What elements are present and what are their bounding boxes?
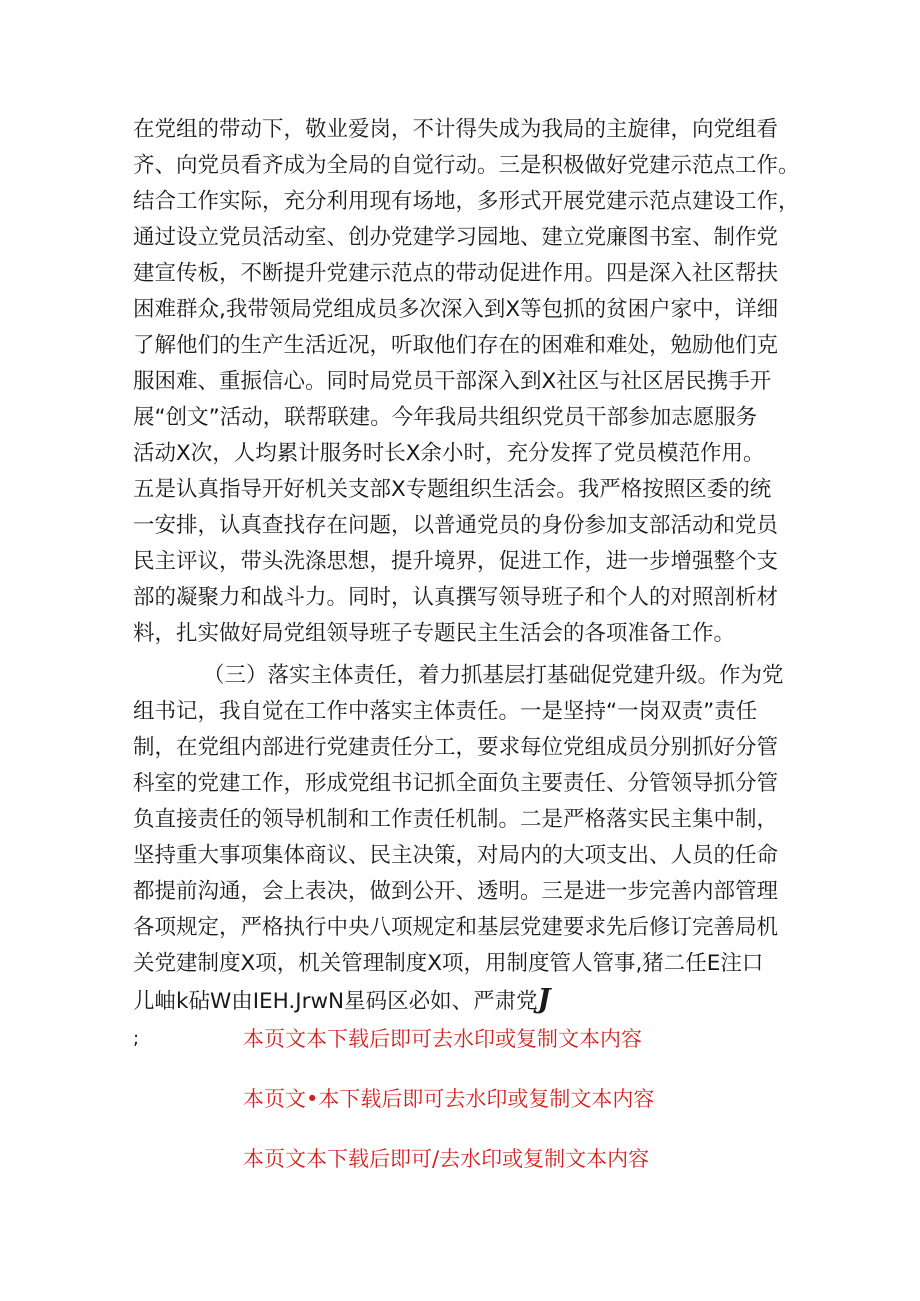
- paragraph-line: 负直接责任的领导机制和工作责任机制。二是严格落实民主集中制，: [133, 807, 779, 832]
- paragraph-line: 一安排，认真查找存在问题，以普通党员的身份参加支部活动和党员: [133, 513, 779, 538]
- garbled-line: [133, 982, 550, 1020]
- paragraph-line: 都提前沟通，会上表决，做到公开、透明。三是进一步完善内部管理: [133, 879, 779, 904]
- paragraph-line: （三）落实主体责任，着力抓基层打基础促党建升级。作为党: [203, 663, 784, 688]
- paragraph-line: 通过设立党员活动室、创办党建学习园地、建立党廉图书室、制作党: [133, 225, 779, 250]
- stray-semicolon: ;: [133, 1028, 140, 1049]
- watermark-notice: 本页文•本下载后即可去水印或复制文本内容: [243, 1087, 655, 1111]
- paragraph-line: 科室的党建工作，形成党组书记抓全面负主要责任、分管领导抓分管: [133, 771, 779, 796]
- paragraph-line: 料，扎实做好局党组领导班子专题民主生活会的各项准备工作。: [133, 621, 736, 646]
- paragraph-line: 坚持重大事项集体商议、民主决策，对局内的大项支出、人员的任命: [133, 843, 779, 868]
- watermark-notice: 本页文本下载后即可/去水印或复制文本内容: [243, 1147, 650, 1171]
- paragraph-line: 民主评议，带头洗涤思想，提升境界，促进工作，进一步增强整个支: [133, 549, 779, 574]
- watermark-notice: 本页文本下载后即可去水印或复制文本内容: [243, 1027, 642, 1051]
- paragraph-line: 齐、向党员看齐成为全局的自觉行动。三是积极做好党建示范点工作。: [133, 153, 800, 178]
- paragraph-line: 在党组的带动下，敬业爱岗，不计得失成为我局的主旋律，向党组看: [133, 117, 779, 142]
- garbled-tail: J: [537, 984, 551, 1015]
- paragraph-line: 结合工作实际，充分利用现有场地，多形式开展党建示范点建设工作，: [133, 189, 800, 214]
- paragraph-line: 建宣传板，不断提升党建示范点的带动促进作用。四是深入社区帮扶: [133, 261, 779, 286]
- paragraph-line: 部的凝聚力和战斗力。同时，认真撰写领导班子和个人的对照剖析材: [133, 585, 779, 610]
- paragraph-line: 服困难、重振信心。同时局党员干部深入到X社区与社区居民携手开: [133, 369, 772, 394]
- paragraph-line: 了解他们的生产生活近况，听取他们存在的困难和难处，勉励他们克: [133, 333, 779, 358]
- paragraph-line: 各项规定，严格执行中央八项规定和基层党建要求先后修订完善局机: [133, 915, 779, 940]
- paragraph-line: 关党建制度X项，机关管理制度X项，用制度管人管事,猪二任E注口: [133, 951, 764, 976]
- garbled-text: 儿岫k砧W由IEH.JrwN星码区必如、严肃党: [133, 989, 538, 1014]
- paragraph-line: 展“创文”活动，联帮联建。今年我局共组织党员干部参加志愿服务: [133, 405, 758, 430]
- paragraph-line: 组书记，我自觉在工作中落实主体责任。一是坚持“一岗双责”责任: [133, 699, 758, 724]
- paragraph-line: 制，在党组内部进行党建责任分工，要求每位党组成员分别抓好分管: [133, 735, 779, 760]
- paragraph-line: 活动X次，人均累计服务时长X余小时，充分发挥了党员模范作用。: [133, 441, 765, 466]
- paragraph-line: 五是认真指导开好机关支部X专题组织生活会。我严格按照区委的统: [133, 477, 772, 502]
- paragraph-line: 困难群众,我带领局党组成员多次深入到X等包抓的贫困户家中，详细: [133, 297, 779, 322]
